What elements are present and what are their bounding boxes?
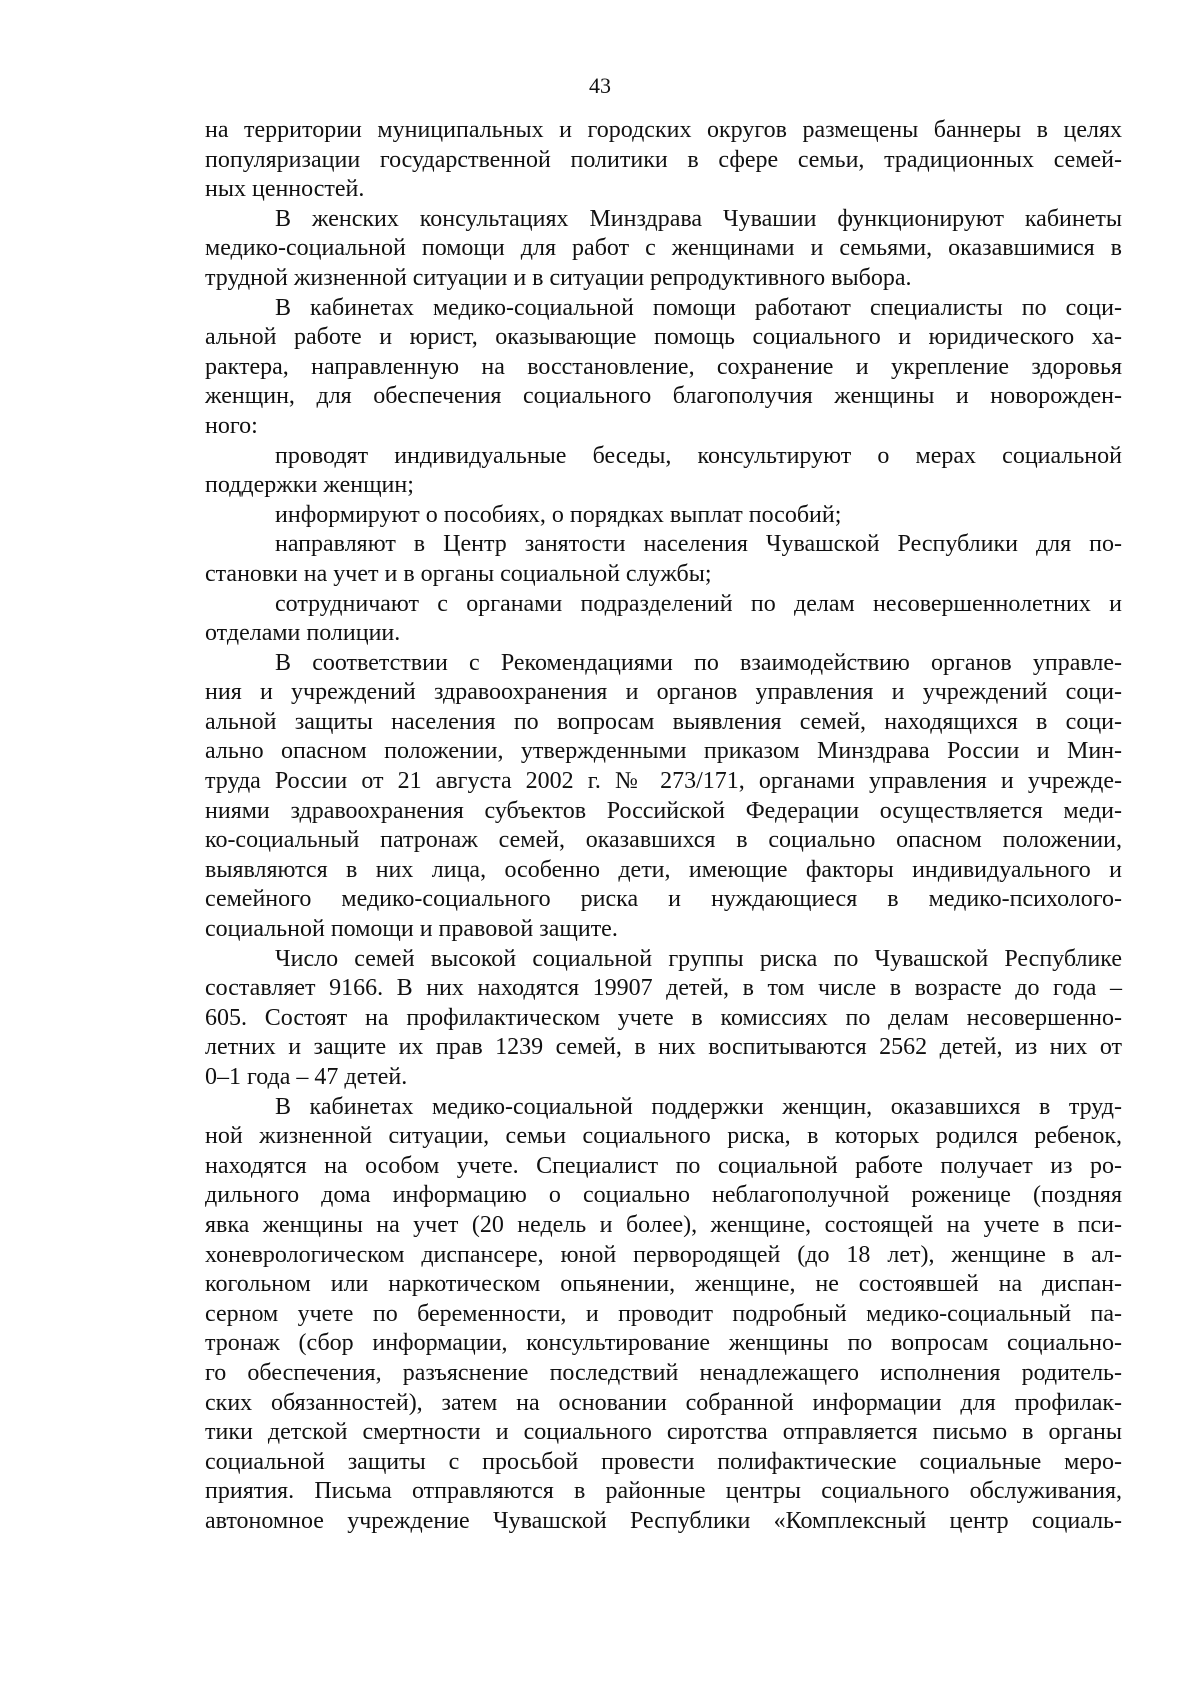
text-line: информируют о пособиях, о порядках выплат пособий; — [275, 501, 842, 528]
text-line: приятия. Письма отправляются в районные центры социального обслуживания, — [205, 1478, 1122, 1505]
text-line: когольном или наркотическом опьянении, женщине, не состоявшей на диспан- — [205, 1271, 1122, 1298]
text-line: находятся на особом учете. Специалист по социальной работе получает из ро- — [205, 1152, 1122, 1179]
text-line: на территории муниципальных и городских округов размещены баннеры в целях — [205, 117, 1122, 143]
text-line: женщин, для обеспечения социального благополучия женщины и новорожден- — [205, 383, 1122, 410]
text-line: социальной помощи и правовой защите. — [205, 916, 618, 943]
text-line: 0–1 года – 47 детей. — [205, 1064, 408, 1090]
text-line: проводят индивидуальные беседы, консультируют о мерах социальной — [275, 442, 1122, 469]
text-line: летних и защите их прав 1239 семей, в них воспитываются 2562 детей, из них от — [205, 1034, 1122, 1061]
body-text — [205, 116, 1122, 1537]
text-line: сотрудничают с органами подразделений по делам несовершеннолетних и — [275, 590, 1122, 617]
text-line: явка женщины на учет (20 недель и более), женщине, состоящей на учете в пси- — [205, 1211, 1122, 1238]
text-line: альной работе и юрист, оказывающие помощь социального и юридического ха- — [205, 324, 1122, 351]
text-line: популяризации государственной политики в сфере семьи, традиционных семей- — [205, 146, 1122, 173]
text-line: В соответствии с Рекомендациями по взаимодействию органов управле- — [275, 649, 1122, 676]
text-line: автономное учреждение Чувашской Республики «Комплексный центр социаль- — [205, 1507, 1122, 1534]
text-line: ко-социальный патронаж семей, оказавшихся в социально опасном положении, — [205, 827, 1122, 854]
text-line: ных ценностей. — [205, 176, 365, 203]
text-line: трудной жизненной ситуации и в ситуации репродуктивного выбора. — [205, 264, 912, 291]
page-number: 43 — [589, 73, 611, 98]
text-line: хоневрологическом диспансере, юной первородящей (до 18 лет), женщине в ал- — [205, 1241, 1122, 1268]
text-line: медико-социальной помощи для работ с женщинами и семьями, оказавшимися в — [205, 235, 1122, 262]
text-line: ной жизненной ситуации, семьи социального риска, в которых родился ребенок, — [205, 1123, 1122, 1150]
text-line: альной защиты населения по вопросам выявления семей, находящихся в соци- — [205, 708, 1122, 735]
text-line: тики детской смертности и социального сиротства отправляется письмо в органы — [205, 1419, 1122, 1446]
text-line: поддержки женщин; — [205, 472, 414, 499]
text-line: социальной защиты с просьбой провести полифактические социальные меро- — [205, 1448, 1122, 1475]
text-line: труда России от 21 августа 2002 г. № 273/171, органами управления и учрежде- — [205, 768, 1122, 795]
text-line: ния и учреждений здравоохранения и органов управления и учреждений соци- — [205, 679, 1122, 706]
text-line: ного: — [205, 412, 258, 439]
text-line: ально опасном положении, утвержденными приказом Минздрава России и Мин- — [205, 738, 1122, 765]
text-line: ских обязанностей), затем на основании собранной информации для профилак- — [205, 1389, 1122, 1416]
text-line: рактера, направленную на восстановление, сохранение и укрепление здоровья — [205, 353, 1122, 380]
text-line: составляет 9166. В них находятся 19907 детей, в том числе в возрасте до года – — [205, 975, 1122, 1002]
text-line: отделами полиции. — [205, 620, 401, 647]
text-line: 605. Состоят на профилактическом учете в комиссиях по делам несовершенно- — [205, 1004, 1122, 1031]
text-line: дильного дома информацию о социально неблагополучной роженице (поздняя — [205, 1182, 1122, 1209]
text-line: В кабинетах медико-социальной поддержки женщин, оказавшихся в труд- — [275, 1093, 1122, 1120]
text-line: серном учете по беременности, и проводит подробный медико-социальный па- — [205, 1300, 1122, 1327]
text-line: становки на учет и в органы социальной службы; — [205, 560, 712, 587]
text-line: ниями здравоохранения субъектов Российской Федерации осуществляется меди- — [205, 797, 1122, 824]
text-line: направляют в Центр занятости населения Чувашской Республики для по- — [275, 531, 1122, 558]
text-line: го обеспечения, разъяснение последствий ненадлежащего исполнения родитель- — [205, 1359, 1122, 1386]
text-line: семейного медико-социального риска и нуждающиеся в медико-психолого- — [205, 886, 1122, 913]
text-line: В кабинетах медико-социальной помощи работают специалисты по соци- — [275, 294, 1122, 321]
text-line: Число семей высокой социальной группы риска по Чувашской Республике — [275, 945, 1122, 972]
text-line: В женских консультациях Минздрава Чувашии функционируют кабинеты — [275, 205, 1122, 232]
text-line: выявляются в них лица, особенно дети, имеющие факторы индивидуального и — [205, 856, 1122, 883]
text-line: тронаж (сбор информации, консультирование женщины по вопросам социально- — [205, 1330, 1122, 1357]
